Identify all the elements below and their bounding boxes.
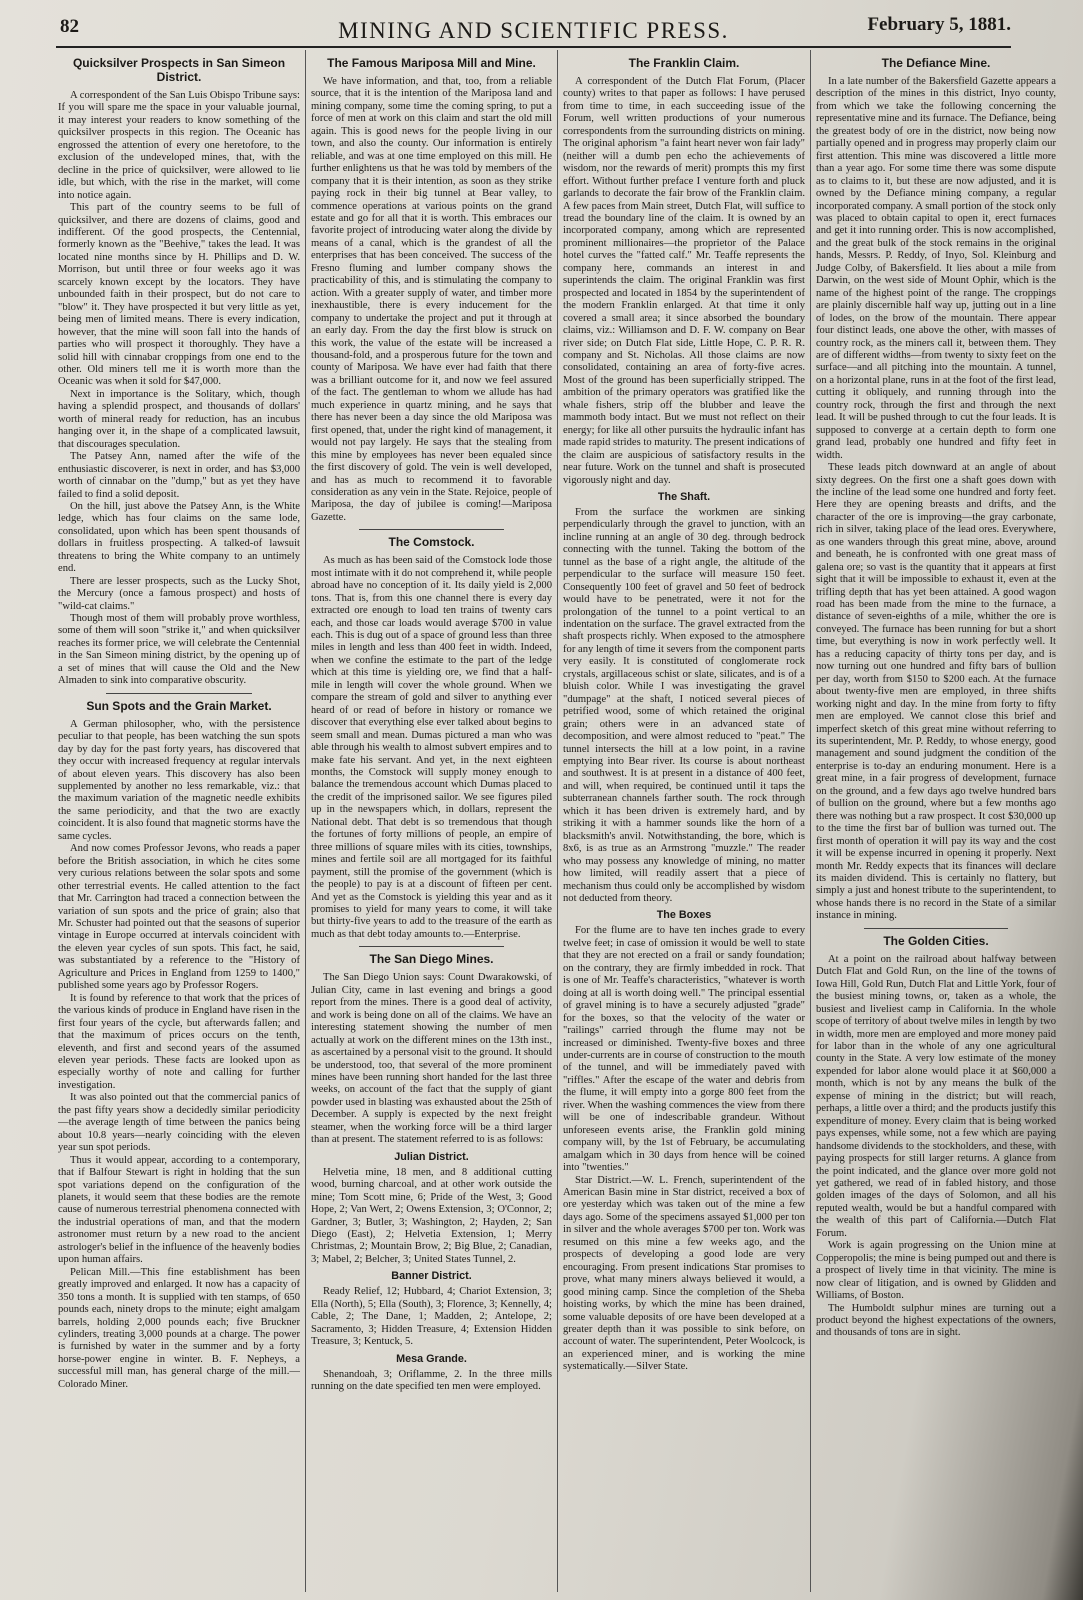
paragraph: On the hill, just above the Patsey Ann, is the White ledge, which has four claims on the same lode, consolidated, upon which has been spent thousands of dollars in fruitless prospecting. A talked-of lawsuit threatens to bring the White company to an untimely end.	[58, 500, 300, 575]
paragraph: In a late number of the Bakersfield Gazette appears a description of the mines in this district, Inyo county, from which we take the following concerning the representative mine and its furnace. The Defiance, being the greatest body of ore in the district, now being now partially opened and in progress may properly claim our first attention. This mine was discovered a little more than a year ago. For some time there was some dispute as to claims to it, but these are now adjusted, and it is owned by the Defiance mining company, a regular incorporated company. A small portion of the stock only was placed to obtain capital to open it, erect furnaces and get it into running order. This is now accomplished, and the great bulk of the stock remains in the original hands, Messrs. P. Reddy, of Inyo, Sol. Kleinburg and Judge Colby, of Bakersfield. It lies about a mile from Darwin, on the west side of Mount Ophir, which is the name of the highest point of the range. The croppings are plainly discernible half way up, jutting out in a line of lodes, on the brow of the mountain. There appear four distinct leads, one above the other, with masses of country rock, as the miners call it, between them. They are of different widths—from twenty to sixty feet on the surface—and all pitching into the mountain. A tunnel, on a horizontal plane, runs in at the foot of the first lead, cutting it obliquely, and running through into the country rock, through the first and through the next lead. It will be pushed through to cut the four leads. It is supposed to converge at a certain depth to form one grand lead, probably one hundred and fifty feet in width.	[816, 76, 1056, 461]
article-title: The Famous Mariposa Mill and Mine.	[327, 56, 536, 70]
paragraph: The Humboldt sulphur mines are turning out a product beyond the highest expectations of the owners, and thousands of tons are in sight.	[816, 1302, 1056, 1339]
page-number: 82	[60, 16, 79, 37]
column-rule	[557, 50, 558, 1592]
paragraph: Shenandoah, 3; Oriflamme, 2. In the three mills running on the date specified ten men were employed.	[311, 1368, 552, 1393]
paragraph: The Patsey Ann, named after the wife of the enthusiastic discoverer, is next in order, and has $3,000 worth of cinnabar on the "dump," but as yet they have failed to find a solid deposit.	[58, 451, 300, 500]
divider	[106, 693, 251, 694]
article-title: Sun Spots and the Grain Market.	[86, 698, 272, 713]
paragraph: We have information, and that, too, from a reliable source, that it is the intention of the Mariposa land and mining company, some time the coming spring, to put a force of men at work on this claim and start the old mill again. This is good news for the people living in our town, and also the county. Our information is entirely reliable, and was at one time employed on this mill. He further enlightens us that he was told by members of the company that it is their intention, as soon as they strike paying rock in their big tunnel at Bear valley, to commence operations at various points on the grand estate and go for all that it is worth. This embraces our favorite project of introducing water along the divide by means of a canal, which is the grandest of all the enterprises that has been conceived. The success of the Fresno fluming and lumber company shows the practicability of this, and is stimulating the company to action. With a greater supply of water, and timber more inexhaustible, there is every inducement for the company to undertake the project and put it through at an early day. From the day the first blow is struck on this work, the value of the estate will be increased a thousand-fold, and a prosperous future for the town and county of Mariposa. We have ever had faith that there was a brilliant outcome for it, and now we feel assured of the fact. The gentleman to whom we allude has had much experience in quartz mining, and he says that there has never been a day since the old Mariposa was first opened, that, under the right kind of management, it would not pay largely. He says that the stealing from this mine by employees has never been equaled since the first discovery of gold. The vein is well developed, and has as much to recommend it to favorable consideration as any vein in the State. Rejoice, people of Mariposa, the day of jubilee is coming!—Mariposa Gazette.	[311, 76, 552, 523]
article-title: The Comstock.	[388, 535, 475, 550]
column-3	[563, 54, 805, 1594]
paragraph: A correspondent of the San Luis Obispo Tribune says: If you will spare me the space in your valuable journal, it may interest your readers to know something of the quicksilver prospects in this region. The Oceanic has engrossed the attention of every one heretofore, to the exclusion of the undeveloped mines, that, with the decline in the price of quicksilver, were allowed to lie idle, but which, with the rise in the market, will come into notice again.	[58, 90, 300, 201]
divider	[864, 928, 1008, 929]
article-defiance	[816, 56, 1056, 923]
paragraph: Star District.—W. L. French, superintendent of the American Basin mine in Star district, received a box of ore yesterday which was taken out of the mine a few days ago. Some of the specimens assayed $1,000 per ton in silver and the whole averages $700 per ton. Work was resumed on this mine a few weeks ago, and the prospects of developing a good lode are very encouraging. From present indications Star promises to prove, what many miners always believed it would, a good mining camp. Since the completion of the Sheba hoisting works, by which the mine has been drained, some valuable deposits of ore have been developed at a greater depth than it was possible to sink before, on account of water. The superintendent, Peter Woolcock, is an experienced miner, and is working the mine systematically.—Silver State.	[563, 1174, 805, 1373]
district-heading: Julian District.	[394, 1150, 469, 1163]
article-golden-cities	[816, 934, 1056, 1340]
section-heading: The Boxes	[656, 909, 712, 922]
article-title: Quicksilver Prospects in San Simeon District.	[72, 56, 286, 84]
column-2	[311, 54, 552, 1594]
paragraph: These leads pitch downward at an angle of about sixty degrees. On the first one a shaft goes down with the incline of the lead some one hundred and forty feet. Here they are opening breasts and drifts, and the character of the ore is improving—the gray carbonate, rich in silver, taking place of the lead ores. Everywhere, as one wanders through this great mine, above, around and beneath, he is confronted with one great mass of galena ore; so vast is the quantity that it appears at first sight that it will be impossible to exhaust it, even at the trifling depth that has yet been attained. A good wagon road has been made from the mine to the furnace, a distance of seven-eighths of a mile, whither the ore is conveyed. The furnace has been running for but a short time, but everything is now in work perfectly well. It has a reducing capacity of thirty tons per day, and is now turning out one hundred and fifty bars of bullion per day, worth from $150 to $200 each. At the furnace about twenty-five men are employed, in three shifts working night and day. In the mine from forty to fifty men are employed. We cannot close this brief and imperfect sketch of this great mine without referring to its superintendent, Mr. P. Reddy, to whose energy, good management and sound judgment the condition of the enterprise is to-day an enduring monument. Here is a great mine, in a fair progress of development, furnace on the ground, and a few days ago twelve hundred bars of bullion on the ground, where but a few months ago there was nothing but a raw prospect. It cost $30,000 up to the time the first bar of bullion was turned out. The first month of operation it will pay its way and the cost it will be expense incurred in opening it properly. Next month Mr. Reddy expects that its finances will declare its maiden dividend. This is certainly no flattery, but simply a just and honest tribute to the superintendent, to whose hands there is no record in the State of a similar instance in mining.	[816, 462, 1056, 922]
paragraph: A German philosopher, who, with the persistence peculiar to that people, has been watching the sun spots day by day for the past forty years, has discovered that they occur with increased frequency at regular intervals of about eleven years. This discovery has also been supplemented by another no less remarkable, viz.: that the maximum variation of the magnetic needle exhibits the same periodicity, and that the two are exactly coincident. It is also found that magnetic storms have the same cycles.	[58, 718, 300, 842]
paragraph: A correspondent of the Dutch Flat Forum, (Placer county) writes to that paper as follows: I have perused from time to time, in each succeeding issue of the Forum, well written productions of your numerous correspondents from the surrounding districts on mining. The original aphorism "a faint heart never won fair lady" (neither will a dumb pen echo the achievements of wisdom, nor the rewards of merit) prompts this my first effort. Without further preface I venture forth and pluck garlands to decorate the fair brow of the Franklin claim. A few paces from Main street, Dutch Flat, will suffice to tread the boundary line of the claim. It is owned by an incorporated company, among which are represented prominent millionaires—the proprietor of the Palace hotel curves the "fatted calf." Mr. Teaffe represents the company here, commands an interest in and superintends the claim. The original Franklin was first prospected and located in 1854 by the superintendent of the modern Franklin enlarged. At that time it only covered a small area; it since absorbed the boundary claims, viz.: Williamson and D. F. W. company on Bear river side; on Dutch Flat side, Little Hope, C. P. R. R. company and St. Nicholas. All those claims are now consolidated, containing an area of forty-five acres. Most of the ground has been superficially stripped. The ambition of the primary operators was gratified like the whale fishers, strip off the blubber and leave the mammoth body intact. But we must not reflect on their energy; for like all other pursuits the hydraulic infant has made rapid strides to maturity. The present indications of the claim are auspicious of satisfactory results in the near future. Work on the tunnel and shaft is prosecuted vigorously night and day.	[563, 76, 805, 486]
paragraph: At a point on the railroad about halfway between Dutch Flat and Gold Run, on the line of the towns of Iowa Hill, Gold Run, Dutch Flat and Little York, four of the busiest mining towns, or, taken as a whole, the busiest and liveliest camp in California. In the whole scope of territory of about twelve miles in length by two in width, more men are employed and more money paid for labor than in the whole of any one agricultural county in the State. A very low estimate of the money expended for labor alone would place it at $60,000 a month, which is not by any means the bulk of the expense of mining in the district; but will reach, perhaps, a little over a third; and the products justify this expenditure of money. Every claim that is being worked pays expenses, while some, not a few which are paying handsome dividends to the stockholders, and these, with paying prospects for still larger returns. A glance from the point indicated, and the glance over more gold not yet gathered, we read of in fabled history, and those golden images of the days of Solomon, and all his reputed wealth, would be but a handful compared with the wealth of this part of California.—Dutch Flat Forum.	[816, 953, 1056, 1239]
article-quicksilver	[58, 56, 300, 688]
article-franklin	[563, 56, 805, 1374]
district-heading: Banner District.	[391, 1270, 472, 1283]
paragraph: Pelican Mill.—This fine establishment has been greatly improved and enlarged. It now has a capacity of 350 tons a month. It is supplied with ten stamps, of 650 pounds each, ninety drops to the minute; eight amalgam barrels, holding 2,000 pounds each; five Bruckner cylinders, treating 3,000 pounds at a charge. The power is furnished by water in the summer and by a forty horse-power engine in winter. B. F. Nepheys, a successful mill man, has general charge of the mill.—Colorado Miner.	[58, 1266, 300, 1390]
article-sun-spots	[58, 699, 300, 1391]
masthead: MINING AND SCIENTIFIC PRESS.	[338, 18, 729, 43]
paragraph: This part of the country seems to be full of quicksilver, and there are dozens of claims, good and indifferent. Of the good prospects, the Centennial, formerly known as the "Beehive," takes the lead. It was located nine months since by H. Phillips and D. W. Morrison, but until three or four weeks ago it was scarcely known except by the locators. They have unbounded faith in their prospect, but do not care to "blow" it. They have prospected it but very little as yet, being men of limited means. There is every indication, however, that the mine will soon fall into the hands of parties who will prospect it thoroughly. They have a solid hill with cinnabar croppings from one end to the other. Old miners tell me it is worth more than the Oceanic was when it sold for $47,000.	[58, 202, 300, 388]
paragraph: For the flume are to have ten inches grade to every twelve feet; in case of omission it would be well to state that they are not erected on a frail or sandy foundation; on the contrary, they are firmly imbedded in rock. That is one of Mr. Teaffe's characteristics, "whatever is worth doing at all is worth doing well." The principal essential of gravel mining is to have a securely adjusted "grade" for the boxes, so that the velocity of the water or "railings" carried through the flume may not be increased or diminished. Twenty-five boxes and three under-currents are in course of construction to the mouth of the tunnel, and will be immediately paved with "riffles." After the escape of the water and debris from the flume, it will empty into a gorge 800 feet from the river. When the washing commences the view from there will be one of indescribable grandeur. Without unforeseen events arise, the Franklin gold mining company will, by the 1st of February, be accumulating amalgam which in 30 days from hence will be coined into "twenties."	[563, 925, 805, 1174]
issue-date: February 5, 1881.	[867, 14, 1011, 35]
column-4	[816, 54, 1056, 1594]
paragraph: Ready Relief, 12; Hubbard, 4; Chariot Extension, 3; Ella (North), 5; Ella (South), 3; Florence, 3; Kennelly, 4; Cable, 2; The Dane, 1; Madden, 2; Antelope, 2; Sacramento, 3; Hidden Treasure, 4; Extension Hidden Treasure, 3; Kentuck, 5.	[311, 1286, 552, 1348]
article-mariposa	[311, 56, 552, 524]
paragraph: And now comes Professor Jevons, who reads a paper before the British association, in which he cites some very curious relations between the solar spots and some other terrestrial events. He called attention to the fact that Mr. Carrington had traced a connection between the variation of sun spots and the price of grain; also that Mr. Schuster had pointed out that the seasons of superior vintage in Europe occurred at intervals coincident with the eleven year cycles of sun spots. This fact, he said, was substantiated by a reference to the "History of Agriculture and Prices in England from 1259 to 1400," published some years ago by Professor Rogers.	[58, 843, 300, 992]
paragraph: There are lesser prospects, such as the Lucky Shot, the Mercury (once a famous prospect) and hosts of "wild-cat claims."	[58, 575, 300, 612]
district-heading: Mesa Grande.	[396, 1352, 467, 1365]
page-header	[56, 10, 1011, 48]
column-rule	[810, 50, 811, 1592]
article-title: The Defiance Mine.	[881, 56, 991, 70]
article-comstock	[311, 535, 552, 941]
divider	[359, 529, 504, 530]
divider	[359, 946, 504, 947]
paragraph: It was also pointed out that the commercial panics of the past fifty years show a decidedly similar periodicity—the average length of time between the panics being about 10.8 years—nearly coinciding with the eleven year sun spot periods.	[58, 1092, 300, 1154]
paragraph: Helvetia mine, 18 men, and 8 additional cutting wood, burning charcoal, and at other work outside the mine; Tom Scott mine, 6; Pride of the West, 3; Good Hope, 2; Van Wert, 2; Owens Extension, 3; O'Connor, 2; Gardner, 3; Butler, 3; Washington, 2; Hayden, 2; San Diego (East), 2; Helvetia Extension, 1; Merry Christmas, 2; Mountain Brow, 2; Big Blue, 2; Canadian, 3; Mabel, 2; Belcher, 3; United States Tunnel, 2.	[311, 1166, 552, 1265]
article-title: The San Diego Mines.	[369, 952, 494, 967]
article-san-diego	[311, 952, 552, 1393]
paragraph: Thus it would appear, according to a contemporary, that if Balfour Stewart is right in holding that the sun spot variations depend on the configuration of the planets, it would seem that these bodies are the remote cause of numerous terrestrial phenomena connected with the industrial operations of man, and that the modern astronomer must return by a new road to the ancient astrologer's belief in the influence of the heavenly bodies upon human affairs.	[58, 1154, 300, 1266]
paragraph: Next in importance is the Solitary, which, though having a splendid prospect, and thousands of dollars' worth of mineral ready for reduction, has an incubus hanging over it, in the shape of a complicated lawsuit, that discourages speculation.	[58, 388, 300, 450]
paragraph: The San Diego Union says: Count Dwarakowski, of Julian City, came in last evening and brings a good report from the mines. There is a good deal of activity, and work is being done on all of the claims. We have an interesting statement showing the number of men actually at work on the different mines on the 13th inst., as ascertained by a personal visit to the ground. It should be understood, too, that several of the more prominent mines have been running short handed for the last three weeks, on account of the fact that the supply of giant powder used in blasting was exhausted about the 25th of December. A supply is expected by the next freight steamer, when the working force will be a third larger than at present. The statement referred to is as follows:	[311, 972, 552, 1146]
paragraph: Work is again progressing on the Union mine at Copperopolis; the mine is being pumped out and there is a prospect of lively time in that vicinity. The mine is now clear of litigation, and is owned by Glidden and Williams, of Boston.	[816, 1240, 1056, 1302]
paragraph: It is found by reference to that work that the prices of the various kinds of produce in England have risen in the first four years of the cycle, but afterwards fallen; and that the maximum of prices occurs on the tenth, eleventh, and first and second years of the assumed eleven year periods. These facts are looked upon as especially worthy of note and calling for further investigation.	[58, 992, 300, 1091]
paragraph: As much as has been said of the Comstock lode those most intimate with it do not comprehend it, while people abroad have no conception of it. Its daily yield is 2,000 tons. That is, from this one channel there is every day extracted ore enough to load ten trains of twenty cars each, and those car loads would average $700 in value each. This is dug out of a space of ground less than three miles in length and less than 400 feet in width. Indeed, when we confine the estimate to the part of the ledge which at this time is yielding ore, we find that a half-mile in length will cover the whole ground. When we compare the stream of gold and silver to anything ever heard of or read of before in history or romance we discover that everything else ever talked about begins to seem small and mean. Dumas pictured a man who was able through his wealth to almost subvert empires and to make fate his servant. And yet, in the next eighteen months, the Comstock will supply money enough to balance the tremendous account which Dumas placed to the credit of the imprisoned sailor. We see figures piled up in the newspapers which, in dollars, represent the National debt. That debt is so tremendous that though the fortunes of forty millions of people, an empire of three millions of square miles with its cities, townships, mines and fertile soil are all mortgaged for its faithful payment, still the promise of the government (which is the people) to pay is at a discount of fifteen per cent. And yet as the Comstock is yielding this year and as it promises to yield for many years to come, it will take but thirty-five years to add to the treasure of the earth as much as that debt today amounts to.—Enterprise.	[311, 555, 552, 940]
article-title: The Golden Cities.	[883, 933, 989, 948]
section-heading: The Shaft.	[657, 490, 711, 503]
column-rule	[305, 50, 306, 1592]
paragraph: Though most of them will probably prove worthless, some of them will soon "strike it," and when quicksilver reaches its former price, we will celebrate the Centennial in the San Simeon mining district, by the opening up of a set of mines that will cause the Old and the New Almaden to sink into comparative obscurity.	[58, 613, 300, 687]
article-title: The Franklin Claim.	[628, 56, 740, 70]
column-1	[58, 54, 300, 1594]
paragraph: From the surface the workmen are sinking perpendicularly through the gravel to junction, with an incline running at an angle of 30 deg. through bedrock connecting with the tunnel. Taking the bottom of the tunnel as the base of a right angle, the altitude of the perpendicular to the surface will measure 150 feet. Consequently 100 feet of gravel and 50 feet of bedrock would have to be penetrated, were it not for the prolongation of the tunnel to a point vertical to an indentation on the surface. The gravel extracted from the shaft prospects richly. When exposed to the atmosphere for any length of time it severs from the component parts very easily. It is constituted of conglomerate rock crystals, argillaceous schist or slate, silicates, and is of a bluish color. While I was investigating the gravel "dumpage" at the shaft, I noticed several pieces of petrified wood, some of which retained the original grain; others were in an advanced state of decomposition, and were almost reduced to "peat." The tunnel intersects the hill at a low point, in a ravine emptying into Bear river. Its course is about northeast and southwest. It is at present in a distance of 400 feet, and will, when required, be continued until it taps the subterranean channels farther south. The rock through which it has been driven is extremely hard, and by striking it with a hammer sounds like the horn of a blacksmith's anvil. Notwithstanding, the bore, which is 8x6, is as true as an Armstrong "muzzle." The reader who may possess any knowledge of mining, no matter how limited, will readily assert that a piece of mechanism thus could only be accomplished by wisdom not deducted from theory.	[563, 506, 805, 904]
